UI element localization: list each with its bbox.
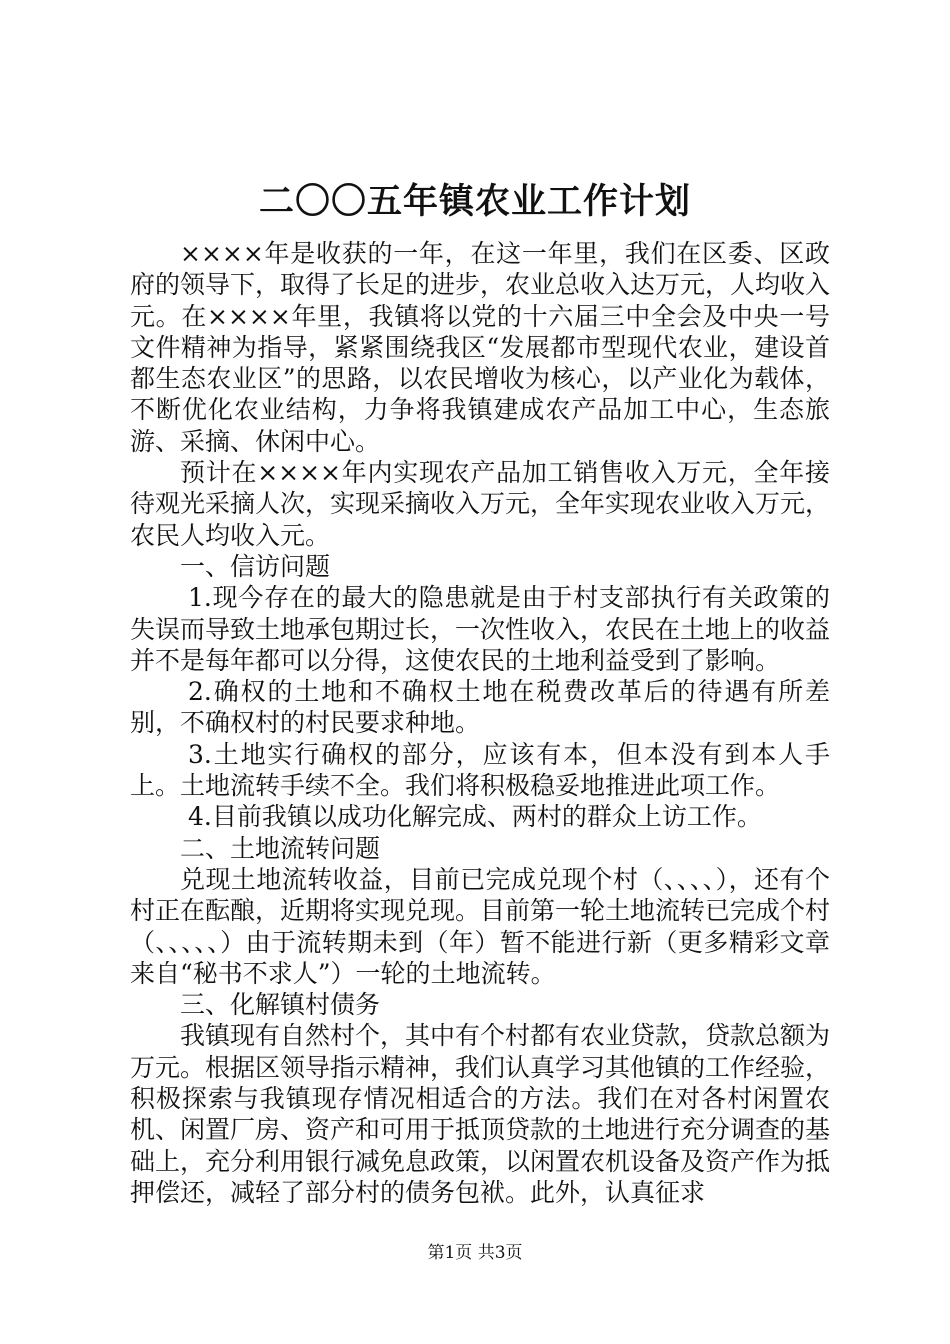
document-title: 二〇〇五年镇农业工作计划 (258, 181, 691, 222)
petition-item-2: 2.确权的土地和不确权土地在税费改革后的待遇有所差别，不确权村的村民要求种地。 (130, 677, 830, 738)
section-heading-debt: 三、化解镇村债务 (180, 990, 381, 1020)
land-transfer-paragraph: 兑现土地流转收益，目前已完成兑现个村（、、、、），还有个村正在酝酿，近期将实现兑现。目前第一轮土地流转已完成个村（、、、、、）由于流转期未到（年）暂不能进行新（更多精彩文章来自“秘书不求人”）一轮的土地流转。 (130, 864, 831, 988)
page-footer (0, 1242, 950, 1264)
section-heading-land-transfer: 二、土地流转问题 (180, 833, 381, 863)
petition-item-1: 1.现今存在的最大的隐患就是由于村支部执行有关政策的失误而导致土地承包期过长，一次性收入，农民在土地上的收益并不是每年都可以分得，这使农民的土地利益受到了影响。 (130, 583, 831, 675)
intro-paragraph: ××××年是收获的一年，在这一年里，我们在区委、区政府的领导下，取得了长足的进步，农业总收入达万元，人均收入元。在××××年里，我镇将以党的十六届三中全会及中央一号文件精神为指导，紧紧围绕我区“发展都市型现代农业，建设首都生态农业区”的思路，以农民增收为核心，以产业化为载体，不断优化农业结构，力争将我镇建成农产品加工中心，生态旅游、采摘、休闲中心。 (130, 239, 831, 456)
petition-item-4: 4.目前我镇以成功化解完成、两村的群众上访工作。 (188, 802, 762, 832)
section-heading-petitions: 一、信访问题 (180, 551, 331, 581)
document-body (130, 238, 830, 1208)
forecast-paragraph: 预计在××××年内实现农产品加工销售收入万元，全年接待观光采摘人次，实现采摘收入万元，全年实现农业收入万元，农民人均收入元。 (130, 458, 831, 550)
debt-paragraph: 我镇现有自然村个，其中有个村都有农业贷款，贷款总额为万元。根据区领导指示精神，我们认真学习其他镇的工作经验，积极探索与我镇现存情况相适合的方法。我们在对各村闲置农机、闲置厂房、资产和可用于抵顶贷款的土地进行充分调查的基础上，充分利用银行减免息政策，以闲置农机设备及资产作为抵押偿还，减轻了部分村的债务包袱。此外，认真征求 (130, 1021, 831, 1207)
page-number: 第1页 共3页 (427, 1243, 523, 1263)
petition-item-3: 3.土地实行确权的部分，应该有本，但本没有到本人手上。土地流转手续不全。我们将积极稳妥地推进此项工作。 (130, 739, 830, 801)
